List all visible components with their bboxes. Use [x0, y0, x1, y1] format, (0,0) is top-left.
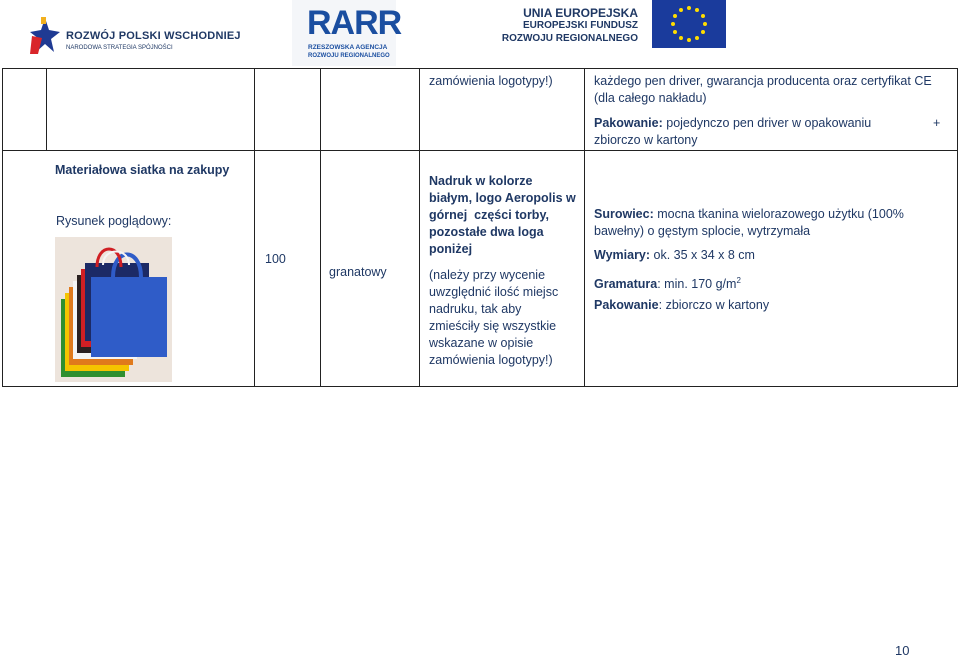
star-logo-icon [30, 16, 60, 56]
logo-rozwoj-polski-wschodniej [30, 14, 241, 60]
logo-rarr-line2: ROZWOJU REGIONALNEGO [308, 53, 390, 59]
weight-spec [594, 272, 741, 293]
prev-description-tail: zamówienia logotypy!) [429, 74, 553, 88]
color: granatowy [329, 265, 387, 279]
col-divider [584, 68, 585, 387]
packing-label: Pakowanie [594, 298, 659, 312]
col-divider [320, 68, 321, 387]
logo-eu-line3: ROZWOJU REGIONALNEGO [501, 33, 638, 44]
dimensions-value: ok. 35 x 34 x 8 cm [650, 248, 755, 262]
print-note-line: wskazane w opisie [429, 336, 534, 350]
packing-value: : zbiorczo w kartony [658, 298, 770, 312]
material-label: Surowiec: [594, 207, 654, 221]
col-divider [254, 68, 255, 387]
prev-packing [594, 115, 871, 132]
table-left-border [2, 68, 3, 387]
row-divider [2, 150, 958, 151]
col-divider [46, 68, 47, 151]
weight-superscript: 2 [736, 276, 741, 285]
logo-rarr [292, 0, 402, 66]
table-bottom-border [2, 386, 958, 387]
eu-flag-icon [652, 0, 726, 48]
material-spec [594, 206, 904, 223]
material-value: mocna tkanina wielorazowego użytku (100% [653, 207, 904, 221]
prev-spec-line2: (dla całego nakładu) [594, 91, 707, 105]
page-number: 10 [895, 643, 910, 658]
prev-packing-line2: zbiorczo w kartony [594, 133, 698, 147]
logo-eu-line2: EUROPEJSKI FUNDUSZ [522, 20, 638, 31]
logo-eu-line1: UNIA EUROPEJSKA [523, 6, 638, 20]
table-right-border [957, 68, 958, 387]
logo-left-subtitle: NARODOWA STRATEGIA SPÓJNOŚCI [66, 45, 173, 51]
print-desc-line: Nadruk w kolorze [429, 174, 533, 188]
logo-left-title: ROZWÓJ POLSKI WSCHODNIEJ [66, 30, 241, 42]
print-note-line: uwzględnić ilość miejsc [429, 285, 559, 299]
print-note-line: zmieściły się wszystkie [429, 319, 557, 333]
dimensions-spec [594, 247, 755, 264]
print-note-line: nadruku, tak aby [429, 302, 522, 316]
prev-spec-line1: każdego pen driver, gwarancja producenta oraz certyfikat CE [594, 74, 932, 88]
logo-rarr-text: RARR [307, 4, 402, 42]
logo-rarr-line1: RZESZOWSKA AGENCJA [308, 44, 388, 51]
weight-label: Gramatura [594, 277, 658, 292]
print-desc-line: górnej części torby, [429, 208, 549, 222]
drawing-label: Rysunek poglądowy: [56, 214, 172, 228]
col-divider [419, 68, 420, 387]
bag-image [55, 237, 172, 382]
prev-packing-plus: + [933, 116, 941, 130]
packing-spec [594, 297, 769, 314]
print-note-line: zamówienia logotypy!) [429, 353, 553, 367]
print-desc-line: poniżej [429, 242, 473, 256]
prev-packing-value: pojedynczo pen driver w opakowaniu [662, 116, 872, 130]
weight-value: : min. 170 g/m [657, 277, 737, 292]
print-note-line: (należy przy wycenie [429, 268, 546, 282]
print-desc-line: pozostałe dwa loga [429, 225, 544, 239]
quantity: 100 [265, 252, 286, 266]
item-name: Materiałowa siatka na zakupy [55, 163, 230, 177]
table-top-border [2, 68, 958, 69]
material-line2: bawełny) o gęstym splocie, wytrzymała [594, 224, 811, 238]
print-desc-line: białym, logo Aeropolis w [429, 191, 576, 205]
dimensions-label: Wymiary: [594, 248, 651, 262]
prev-packing-label: Pakowanie: [594, 116, 663, 130]
logo-eu [501, 6, 730, 50]
